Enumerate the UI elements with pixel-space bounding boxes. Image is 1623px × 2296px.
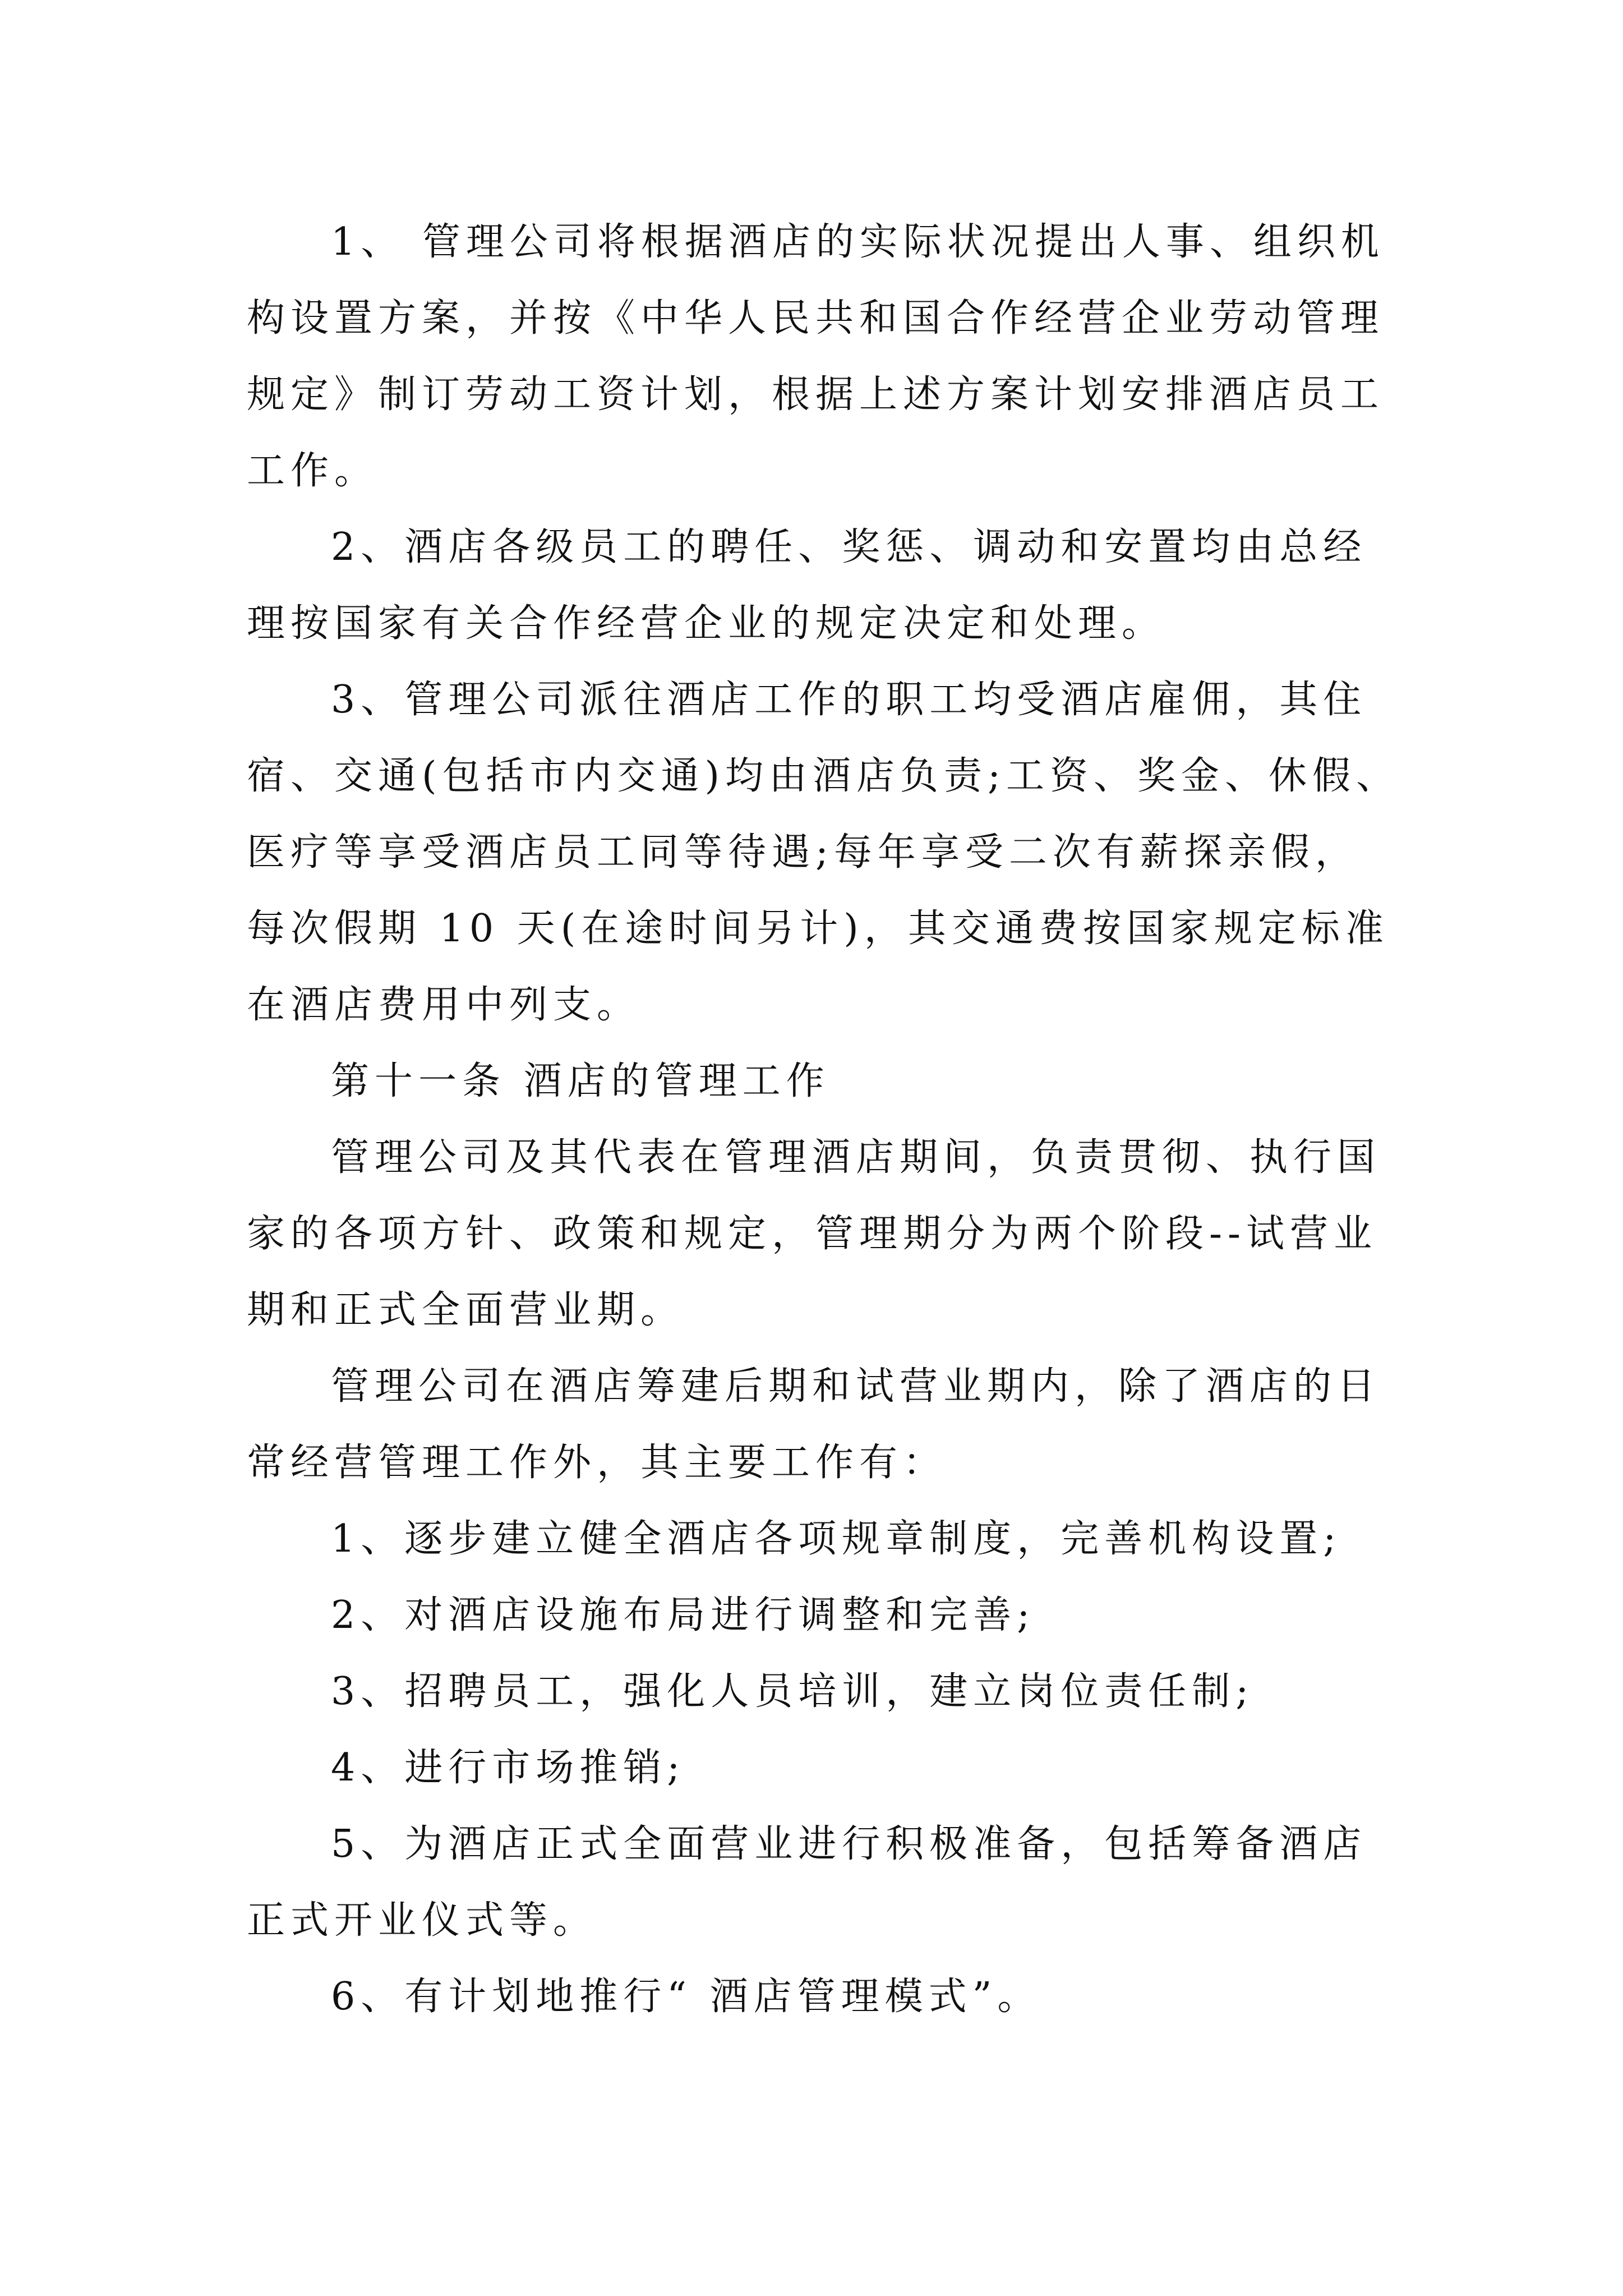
text-line: 规定》制订劳动工资计划，根据上述方案计划安排酒店员工: [247, 372, 1385, 417]
section-heading: 第十一条 酒店的管理工作: [331, 1059, 830, 1103]
list-item: 2、对酒店设施布局进行调整和完善;: [331, 1593, 1036, 1637]
list-item: 3、招聘员工，强化人员培训，建立岗位责任制;: [331, 1669, 1255, 1714]
text-line: 1、 管理公司将根据酒店的实际状况提出人事、组织机: [331, 220, 1385, 264]
text-line: 每次假期 10 天(在途时间另计)，其交通费按国家规定标准: [247, 907, 1389, 951]
text-line: 管理公司及其代表在管理酒店期间，负责贯彻、执行国: [331, 1135, 1381, 1180]
text-line: 构设置方案，并按《中华人民共和国合作经营企业劳动管理: [247, 296, 1385, 341]
text-line: 2、酒店各级员工的聘任、奖惩、调动和安置均由总经: [331, 525, 1367, 569]
list-item: 4、进行市场推销;: [331, 1746, 686, 1790]
text-line: 常经营管理工作外，其主要工作有：: [247, 1441, 947, 1485]
text-line: 在酒店费用中列支。: [247, 983, 641, 1027]
list-item: 1、逐步建立健全酒店各项规章制度，完善机构设置;: [331, 1517, 1342, 1561]
text-line: 家的各项方针、政策和规定，管理期分为两个阶段--试营业: [247, 1212, 1377, 1256]
text-line: 宿、交通(包括市内交通)均由酒店负责;工资、奖金、休假、: [247, 754, 1400, 798]
text-line: 工作。: [247, 449, 379, 493]
text-line: 3、管理公司派往酒店工作的职工均受酒店雇佣，其住: [331, 678, 1367, 722]
list-item: 6、有计划地推行“ 酒店管理模式”。: [331, 1975, 1041, 2019]
text-line: 期和正式全面营业期。: [247, 1288, 685, 1332]
text-line: 管理公司在酒店筹建后期和试营业期内，除了酒店的日: [331, 1364, 1381, 1409]
text-line: 理按国家有关合作经营企业的规定决定和处理。: [247, 601, 1166, 646]
text-line: 医疗等享受酒店员工同等待遇;每年享受二次有薪探亲假，: [247, 830, 1359, 875]
list-item: 5、为酒店正式全面营业进行积极准备，包括筹备酒店: [331, 1822, 1367, 1866]
text-line: 正式开业仪式等。: [247, 1898, 597, 1943]
